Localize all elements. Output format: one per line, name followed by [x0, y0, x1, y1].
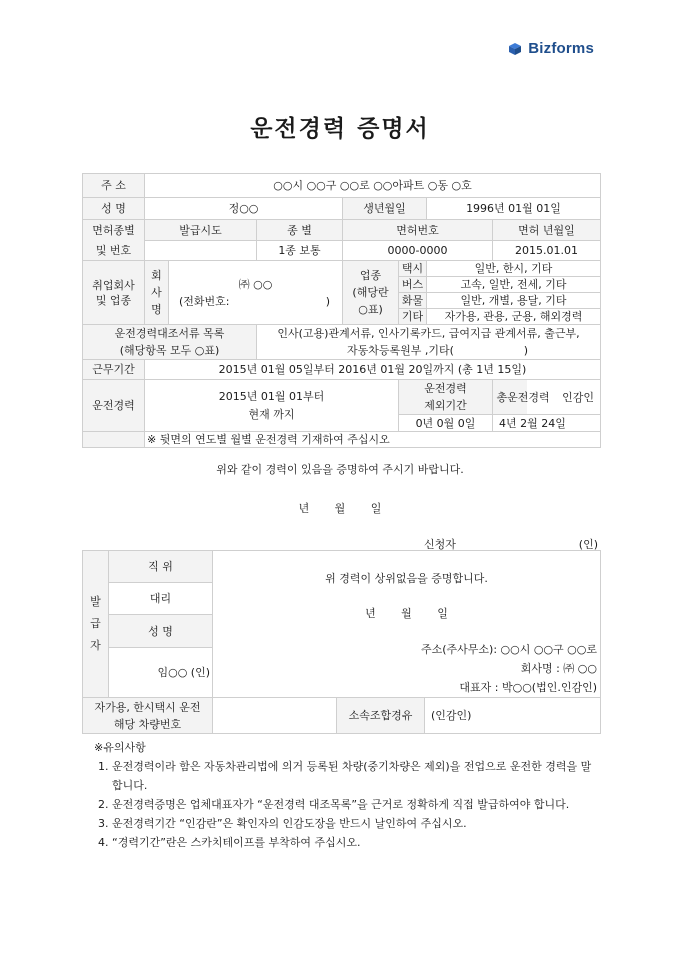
request-date-line: 년 월 일 — [298, 502, 382, 515]
bizforms-logo-icon — [507, 41, 523, 57]
company-name: ㈜ ○○ — [238, 277, 273, 291]
brand-name: Bizforms — [528, 40, 594, 57]
issuer-certify-cell — [213, 551, 601, 698]
address-value: ○○시 ○○구 ○○로 ○○아파트 ○동 ○호 — [145, 174, 601, 198]
issuer-ceo: 대표자 : 박○○(법인.인감인) — [459, 681, 598, 694]
issuer-name-label: 성 명 — [109, 615, 213, 647]
notes-item: 2. 운전경력증명은 업체대표자가 “운전경력 대조목록”을 근거로 정확하게 직접 발급하여야 합니다. — [112, 795, 594, 814]
license-label-1: 면허종별 — [83, 220, 145, 241]
license-type-label: 종 별 — [257, 220, 343, 241]
excluded-label-2: 제외기간 — [424, 399, 467, 412]
company-sub-2: 사 — [151, 286, 162, 299]
vehicle-label-2: 해당 차량번호 — [113, 717, 182, 731]
license-issuer-label: 발급시도 — [145, 220, 257, 241]
career-period — [145, 380, 399, 432]
vehicle-value — [213, 698, 337, 734]
union-value: (인감인) — [425, 698, 601, 734]
company-sub-3: 명 — [151, 303, 162, 316]
document-title: 운전경력 증명서 — [250, 116, 430, 142]
industry-type-taxi: 택시 — [399, 261, 427, 277]
notes-heading: ※유의사항 — [94, 741, 146, 754]
company-label — [83, 261, 145, 325]
issuer-position-value: 대리 — [109, 583, 213, 615]
notes-item: 3. 운전경력기간 “인감란”은 확인자의 인감도장을 반드시 날인하여 주십시오. — [112, 814, 594, 833]
industry-label — [343, 261, 399, 325]
career-label: 운전경력 — [83, 380, 145, 432]
total-seal-header — [496, 380, 601, 415]
issuer-date-line: 년 월 일 — [365, 607, 448, 620]
birth-label: 생년월일 — [343, 198, 427, 220]
issuer-label-2: 급 — [90, 617, 101, 630]
notes-item: 4. “경력기간”란은 스카치테이프를 부착하여 주십시오. — [112, 833, 594, 852]
career-note: ※ 뒷면의 연도별 월별 운전경력 기재하여 주십시오 — [145, 432, 601, 448]
industry-desc-etc: 자가용, 관용, 군용, 해외경력 — [427, 309, 601, 325]
industry-desc-cargo: 일반, 개별, 용달, 기타 — [427, 293, 601, 309]
company-phone-label: (전화번호: — [179, 294, 230, 308]
issuer-address: 주소(주사무소): ○○시 ○○구 ○○로 — [421, 643, 598, 656]
notes-item: 1. 운전경력이라 함은 자동차관리법에 의거 등록된 차량(중기차량은 제외)을 전업으로 운전한 경력을 말합니다. — [112, 757, 594, 795]
license-label-2: 및 번호 — [83, 241, 145, 261]
industry-label-2: (해당란 — [352, 286, 389, 299]
docs-label-2: (해당항목 모두 ○표) — [119, 344, 220, 357]
docs-label — [83, 325, 257, 360]
applicant-label: 신청자 — [424, 538, 456, 551]
industry-desc-bus: 고속, 일반, 전세, 기타 — [427, 277, 601, 293]
docs-value-2-end: ) — [523, 344, 528, 357]
license-number-label: 면허번호 — [343, 220, 493, 241]
issuer-name-value: 임○○ (인) — [109, 647, 213, 697]
address-label: 주 소 — [83, 174, 145, 198]
career-from: 2015년 01월 01부터 — [218, 389, 325, 403]
issuer-label-1: 발 — [90, 595, 101, 608]
industry-type-etc: 기타 — [399, 309, 427, 325]
company-phone-end: ) — [325, 294, 330, 308]
docs-value — [257, 325, 601, 360]
company-sub-1: 회 — [151, 269, 162, 282]
issuer-company: 회사명 : ㈜ ○○ — [520, 662, 598, 675]
issuer-table — [82, 550, 601, 734]
birth-value: 1996년 01월 01일 — [427, 198, 601, 220]
career-to: 현재 까지 — [248, 407, 295, 421]
work-period-value: 2015년 01월 05일부터 2016년 01월 20일까지 (총 1년 15일) — [145, 360, 601, 380]
excluded-label — [399, 380, 493, 415]
docs-label-1: 운전경력대조서류 목록 — [114, 327, 225, 340]
industry-desc-taxi: 일반, 한시, 기타 — [427, 261, 601, 277]
total-label: 총운전경력 — [496, 390, 550, 404]
request-text: 위와 같이 경력이 있음을 증명하여 주시기 바랍니다. — [216, 463, 464, 476]
issuer-position-label: 직 위 — [109, 551, 213, 583]
excluded-label-1: 운전경력 — [424, 382, 467, 395]
license-issuer-value — [145, 241, 257, 261]
brand-logo — [507, 40, 594, 57]
notes-section — [94, 738, 594, 852]
vehicle-label-1: 자가용, 한시택시 운전 — [94, 700, 201, 714]
industry-type-cargo: 화물 — [399, 293, 427, 309]
name-label: 성 명 — [83, 198, 145, 220]
union-label: 소속조합경유 — [337, 698, 425, 734]
company-label-2: 및 업종 — [95, 293, 132, 307]
excluded-value: 0년 0월 0일 — [399, 415, 493, 432]
company-label-1: 취업회사 — [92, 278, 135, 292]
name-value: 정○○ — [145, 198, 343, 220]
total-value: 4년 2월 24일 — [493, 415, 601, 432]
vehicle-label — [83, 698, 213, 734]
work-period-label: 근무기간 — [83, 360, 145, 380]
company-name-label — [145, 261, 169, 325]
issuer-certify-text: 위 경력이 상위없음을 증명합니다. — [325, 572, 488, 585]
notes-list — [94, 757, 594, 852]
license-year-value: 2015.01.01 — [493, 241, 601, 261]
issuer-label-3: 자 — [90, 639, 101, 652]
license-type-value: 1종 보통 — [257, 241, 343, 261]
industry-label-1: 업종 — [359, 269, 382, 282]
license-year-label: 면허 년월일 — [493, 220, 601, 241]
license-number-value: 0000-0000 — [343, 241, 493, 261]
applicant-seal: (인) — [578, 538, 598, 551]
company-name-cell — [169, 261, 343, 325]
industry-type-bus: 버스 — [399, 277, 427, 293]
docs-value-1: 인사(고용)관계서류, 인사기록카드, 급여지급 관계서류, 출근부, — [277, 327, 580, 340]
seal-label: 인감인 — [562, 390, 594, 404]
certificate-table — [82, 173, 601, 448]
docs-value-2: 자동차등록원부 ,기타( — [347, 344, 454, 357]
career-note-spacer — [83, 432, 145, 448]
industry-label-3: ○표) — [358, 303, 383, 316]
issuer-label — [83, 551, 109, 698]
